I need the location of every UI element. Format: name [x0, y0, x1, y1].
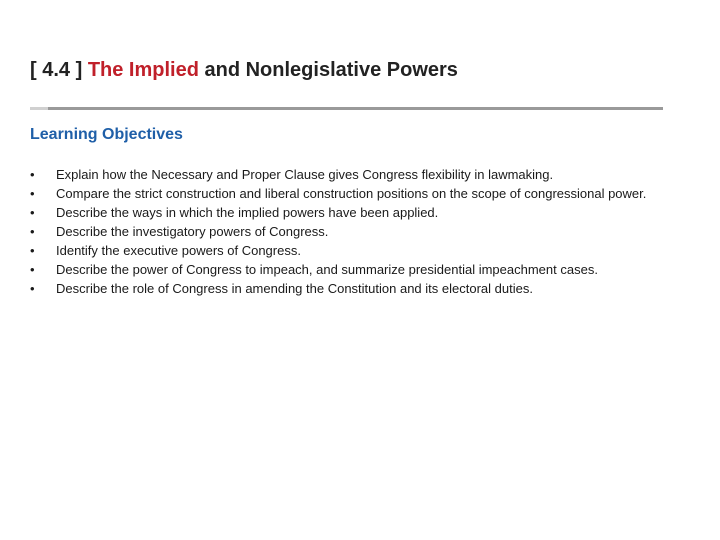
- bullet-icon: •: [30, 186, 35, 201]
- section-number: [ 4.4 ]: [30, 59, 83, 81]
- objective-text: Describe the role of Congress in amending the Constitution and its electoral duties.: [56, 281, 533, 296]
- bullet-icon: •: [30, 281, 35, 296]
- bullet-icon: •: [30, 205, 35, 220]
- objective-text: Compare the strict construction and liberal construction positions on the scope of congressional power.: [56, 186, 647, 201]
- list-item: [30, 165, 650, 184]
- title-divider: [48, 107, 663, 110]
- list-item: [30, 260, 650, 279]
- list-item: [30, 222, 650, 241]
- title-rest-text: and Nonlegislative Powers: [204, 59, 458, 81]
- bullet-icon: •: [30, 167, 35, 182]
- bullet-icon: •: [30, 224, 35, 239]
- title-accent-text: The Implied: [87, 59, 199, 81]
- slide-title: [30, 57, 458, 83]
- bullet-icon: •: [30, 262, 35, 277]
- objective-text: Describe the ways in which the implied powers have been applied.: [56, 205, 439, 220]
- objective-text: Describe the power of Congress to impeach, and summarize presidential impeachment cases.: [56, 262, 598, 277]
- learning-objectives-heading: Learning Objectives: [30, 126, 183, 143]
- list-item: [30, 203, 650, 222]
- objectives-list: [30, 165, 650, 298]
- bullet-icon: •: [30, 243, 35, 258]
- list-item: [30, 184, 650, 203]
- list-item: [30, 279, 650, 298]
- objective-text: Describe the investigatory powers of Congress.: [56, 224, 329, 239]
- objective-text: Identify the executive powers of Congress.: [56, 243, 301, 258]
- title-divider-accent: [30, 107, 48, 110]
- objective-text: Explain how the Necessary and Proper Clause gives Congress flexibility in lawmaking.: [56, 167, 554, 182]
- list-item: [30, 241, 650, 260]
